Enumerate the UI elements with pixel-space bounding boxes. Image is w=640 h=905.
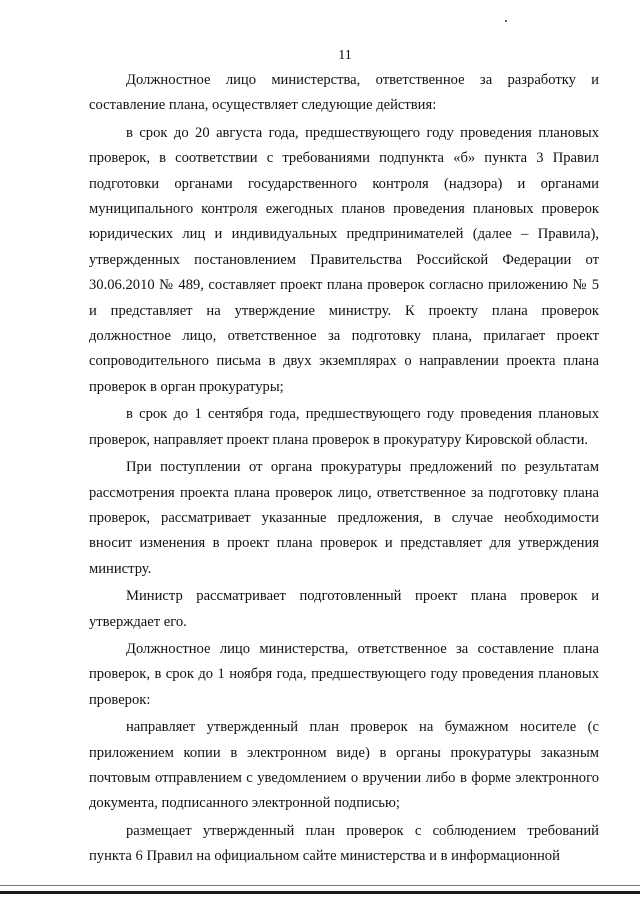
paragraph-publish-plan: размещает утвержденный план проверок с соблюдением требований пункта 6 Правил на официальном сайте министерства и в информационной bbox=[89, 822, 599, 865]
paragraph-responsible-official: Должностное лицо министерства, ответственное за разработку и составление плана, осуществляет следующие действия: bbox=[89, 72, 599, 114]
scan-speck bbox=[505, 20, 507, 22]
scan-edge-thin bbox=[0, 885, 640, 886]
paragraph-minister-approval: Министр рассматривает подготовленный проект плана проверок и утверждает его. bbox=[89, 588, 599, 630]
paragraph-august-deadline: в срок до 20 августа года, предшествующего году проведения плановых проверок, в соответствии с требованиями подпункта «б» пункта 3 Правил подготовки органами государственного контроля (надзора) и органами муниципального контроля ежегодных планов проведения плановых проверок юридических лиц и индивидуальных предпринимателей (далее – Правила), утвержденных постановлением Правительства Российской Федерации от 30.06.2010 № 489, составляет проект плана проверок согласно приложению № 5 и представляет на утверждение министру. К проекту плана проверок должностное лицо, ответственное за подготовку плана, прилагает проект сопроводительного письма в двух экземплярах о направлении проекта плана проверок в орган прокуратуры; bbox=[89, 124, 599, 395]
paragraph-september-deadline: в срок до 1 сентября года, предшествующего году проведения плановых проверок, направляет проект плана проверок в прокуратуру Кировской области. bbox=[89, 406, 599, 448]
scan-edge bbox=[0, 891, 640, 894]
paragraph-november-deadline: Должностное лицо министерства, ответственное за составление плана проверок, в срок до 1 ноября года, предшествующего году проведения плановых проверок: bbox=[89, 640, 599, 708]
body-text bbox=[89, 68, 599, 872]
page-number: 11 bbox=[338, 48, 352, 63]
paragraph-prosecutor-proposals: При поступлении от органа прокуратуры предложений по результатам рассмотрения проекта плана проверок лицо, ответственное за подготовку плана проверок, рассматривает указанные предложения, в случае необходимости вносит изменения в проект плана проверок и представляет для утверждения министру. bbox=[89, 459, 599, 577]
paragraph-send-plan: направляет утвержденный план проверок на бумажном носителе (с приложением копии в электронном виде) в органы прокуратуры заказным почтовым отправлением с уведомлением о вручении либо в форме электронного документа, подписанного электронной подписью; bbox=[89, 719, 599, 812]
